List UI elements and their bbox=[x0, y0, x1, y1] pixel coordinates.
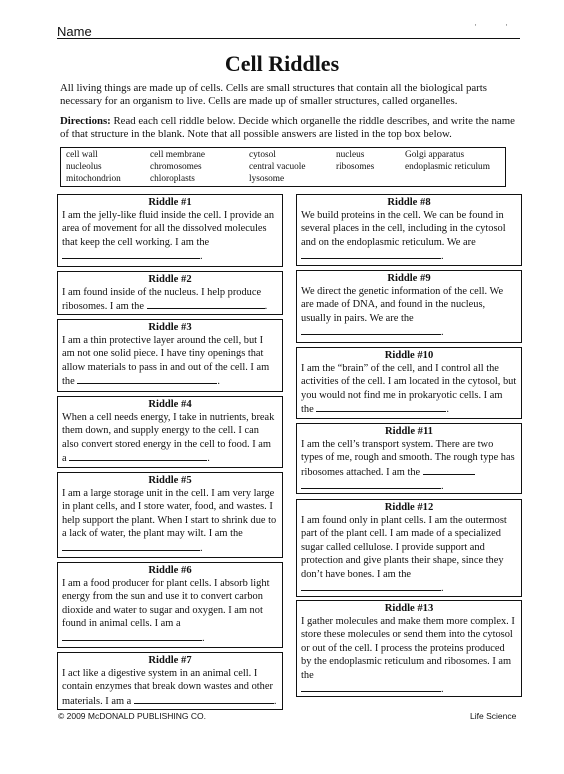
answer-blank[interactable] bbox=[301, 479, 441, 489]
riddle-4: Riddle #4 When a cell needs energy, I take in nutrients, break them down, and supply energy to the cell. I can also convert stored energy in the cell to food. I am a . bbox=[57, 396, 283, 468]
copyright-notice: © 2009 McDONALD PUBLISHING CO. bbox=[58, 711, 206, 721]
word-bank-item: ribosomes bbox=[336, 162, 375, 172]
riddle-9: Riddle #9 We direct the genetic information of the cell. We are made of DNA, and found in the nucleus, usually in pairs. We are the . bbox=[296, 270, 522, 343]
riddle-6: Riddle #6 I am a food producer for plant cells. I absorb light energy from the sun and use it to convert carbon dioxide and water to sugar and oxygen. I am not found in animal cells. I am a . bbox=[57, 562, 283, 648]
word-bank-item: nucleolus bbox=[66, 162, 102, 172]
riddle-title: Riddle #4 bbox=[148, 399, 192, 410]
riddle-5: Riddle #5 I am a large storage unit in the cell. I am very large in plant cells, and I store water, food, and wastes. I help support the plant. When I start to shrink due to a lack of water, the plant may wilt. I am the . bbox=[57, 472, 283, 558]
riddle-text: I am found only in plant cells. I am the outermost part of the plant cell. I am made of a specialized sugar called cellulose. I provide support and protection and give plants their shape, since they don’t have bones. I am the bbox=[301, 515, 507, 580]
riddle-title: Riddle #10 bbox=[384, 350, 434, 361]
riddle-title: Riddle #11 bbox=[385, 426, 433, 437]
scan-speck: · bbox=[505, 20, 508, 30]
riddle-text: We build proteins in the cell. We can be found in several places in the cell, including in the cytosol and on the endoplasmic reticulum. We are bbox=[301, 210, 506, 248]
word-bank-item: central vacuole bbox=[249, 162, 306, 172]
word-bank-item: endoplasmic reticulum bbox=[405, 162, 490, 172]
answer-blank[interactable] bbox=[62, 249, 200, 259]
subject-label: Life Science bbox=[470, 711, 517, 721]
riddle-title: Riddle #7 bbox=[148, 655, 192, 666]
scan-speck: · bbox=[474, 20, 477, 30]
name-input-line[interactable] bbox=[57, 38, 520, 39]
riddle-title: Riddle #8 bbox=[387, 197, 431, 208]
word-bank-item: mitochondrion bbox=[66, 174, 121, 184]
riddle-text: I am a large storage unit in the cell. I am very large in plant cells, and I store water, food, and wastes. I help support the plant. When I start to shrink due to a lack of water, the plant may wilt. I am the bbox=[62, 488, 277, 540]
riddle-text: I am a food producer for plant cells. I absorb light energy from the sun and use it to convert carbon dioxide and water to sugar and oxygen. I am not found in animal cells. I am a bbox=[62, 578, 270, 630]
riddle-title: Riddle #5 bbox=[148, 475, 192, 486]
answer-blank[interactable] bbox=[62, 631, 202, 641]
riddle-text: I am the cell’s transport system. There are two types of me, rough and smooth. The rough type has ribosomes attached. I am the bbox=[301, 439, 515, 478]
riddle-11: Riddle #11 I am the cell’s transport system. There are two types of me, rough and smooth. The rough type has ribosomes attached. I am the . bbox=[296, 423, 522, 494]
answer-blank[interactable] bbox=[423, 465, 475, 475]
word-bank-item: chloroplasts bbox=[150, 174, 195, 184]
riddle-1: Riddle #1 I am the jelly-like fluid inside the cell. I provide an area of movement for all the dissolved molecules that keep the cell working. I am the . bbox=[57, 194, 283, 267]
directions-paragraph bbox=[60, 115, 518, 141]
riddle-text: When a cell needs energy, I take in nutrients, break them down, and supply energy to the cell. I can also convert stored energy in the cell to food. I am a bbox=[62, 412, 275, 465]
riddle-8: Riddle #8 We build proteins in the cell. We can be found in several places in the cell, including in the cytosol and on the endoplasmic reticulum. We are . bbox=[296, 194, 522, 266]
answer-blank[interactable] bbox=[301, 682, 441, 692]
riddle-text: I act like a digestive system in an animal cell. I contain enzymes that break down wastes and other materials. I am a bbox=[62, 668, 273, 707]
riddle-title: Riddle #6 bbox=[148, 565, 192, 576]
riddle-7: Riddle #7 I act like a digestive system in an animal cell. I contain enzymes that break down wastes and other materials. I am a . bbox=[57, 652, 283, 710]
riddle-title: Riddle #2 bbox=[148, 274, 192, 285]
answer-blank[interactable] bbox=[69, 451, 207, 461]
riddle-text: I am found inside of the nucleus. I help produce ribosomes. I am the bbox=[62, 287, 262, 313]
directions-text: Read each cell riddle below. Decide which organelle the riddle describes, and write the name of that structure in the blank. Note that all possible answers are listed in the top box below. bbox=[60, 115, 515, 140]
answer-blank[interactable] bbox=[301, 581, 441, 591]
riddle-title: Riddle #3 bbox=[148, 322, 192, 333]
intro-paragraph: All living things are made up of cells. Cells are small structures that contain all the biological parts necessary for an organism to live. Cells are made up of smaller structures, called organelles. bbox=[60, 82, 487, 107]
riddle-2: Riddle #2 I am found inside of the nucleus. I help produce ribosomes. I am the . bbox=[57, 271, 283, 315]
word-bank-item: nucleus bbox=[336, 150, 365, 160]
name-label: Name bbox=[57, 24, 92, 39]
word-bank-item: lysosome bbox=[249, 174, 285, 184]
answer-blank[interactable] bbox=[316, 402, 446, 412]
riddle-title: Riddle #1 bbox=[148, 197, 192, 208]
riddle-title: Riddle #13 bbox=[384, 603, 434, 614]
word-bank-item: chromosomes bbox=[150, 162, 202, 172]
word-bank bbox=[60, 147, 506, 187]
answer-blank[interactable] bbox=[301, 325, 441, 335]
answer-blank[interactable] bbox=[134, 694, 274, 704]
riddle-text: We direct the genetic information of the cell. We are made of DNA, and found in the nucleus, usually in pairs. We are the bbox=[301, 286, 504, 324]
word-bank-item: cytosol bbox=[249, 150, 276, 160]
directions-label: Directions: bbox=[60, 115, 111, 127]
riddle-text: I am the “brain” of the cell, and I control all the activities of the cell. I am located in the cytosol, but you would not find me in prokaryotic cells. I am the bbox=[301, 363, 517, 416]
word-bank-item: cell wall bbox=[66, 150, 98, 160]
riddle-text: I am the jelly-like fluid inside the cell. I provide an area of movement for all the dissolved molecules that keep the cell working. I am the bbox=[62, 210, 275, 248]
riddle-title: Riddle #9 bbox=[387, 273, 431, 284]
page-title: Cell Riddles bbox=[224, 51, 340, 76]
answer-blank[interactable] bbox=[301, 249, 441, 259]
riddle-title: Riddle #12 bbox=[384, 502, 434, 513]
answer-blank[interactable] bbox=[62, 541, 200, 551]
riddle-text: I gather molecules and make them more complex. I store these molecules or send them into the cytosol or out of the cell. I process the proteins produced by the endoplasmic reticulum and ribosomes. I am the bbox=[301, 616, 515, 681]
answer-blank[interactable] bbox=[77, 374, 217, 384]
answer-blank[interactable] bbox=[147, 299, 265, 309]
riddle-10: Riddle #10 I am the “brain” of the cell, and I control all the activities of the cell. I am located in the cytosol, but you would not find me in prokaryotic cells. I am the . bbox=[296, 347, 522, 419]
riddle-13: Riddle #13 I gather molecules and make them more complex. I store these molecules or send them into the cytosol or out of the cell. I process the proteins produced by the endoplasmic reticulum and ribosomes. I am the . bbox=[296, 600, 522, 697]
word-bank-item: cell membrane bbox=[150, 150, 205, 160]
riddle-text: I am a thin protective layer around the cell, but I am not one solid piece. I have tiny openings that allow materials to pass in and out of the cell. I am the bbox=[62, 335, 270, 388]
riddle-3: Riddle #3 I am a thin protective layer around the cell, but I am not one solid piece. I have tiny openings that allow materials to pass in and out of the cell. I am the . bbox=[57, 319, 283, 392]
word-bank-item: Golgi apparatus bbox=[405, 150, 465, 160]
riddle-12: Riddle #12 I am found only in plant cells. I am the outermost part of the plant cell. I am made of a specialized sugar called cellulose. I provide support and protection and give plants their shape, since they don’t have bones. I am the . bbox=[296, 499, 522, 597]
